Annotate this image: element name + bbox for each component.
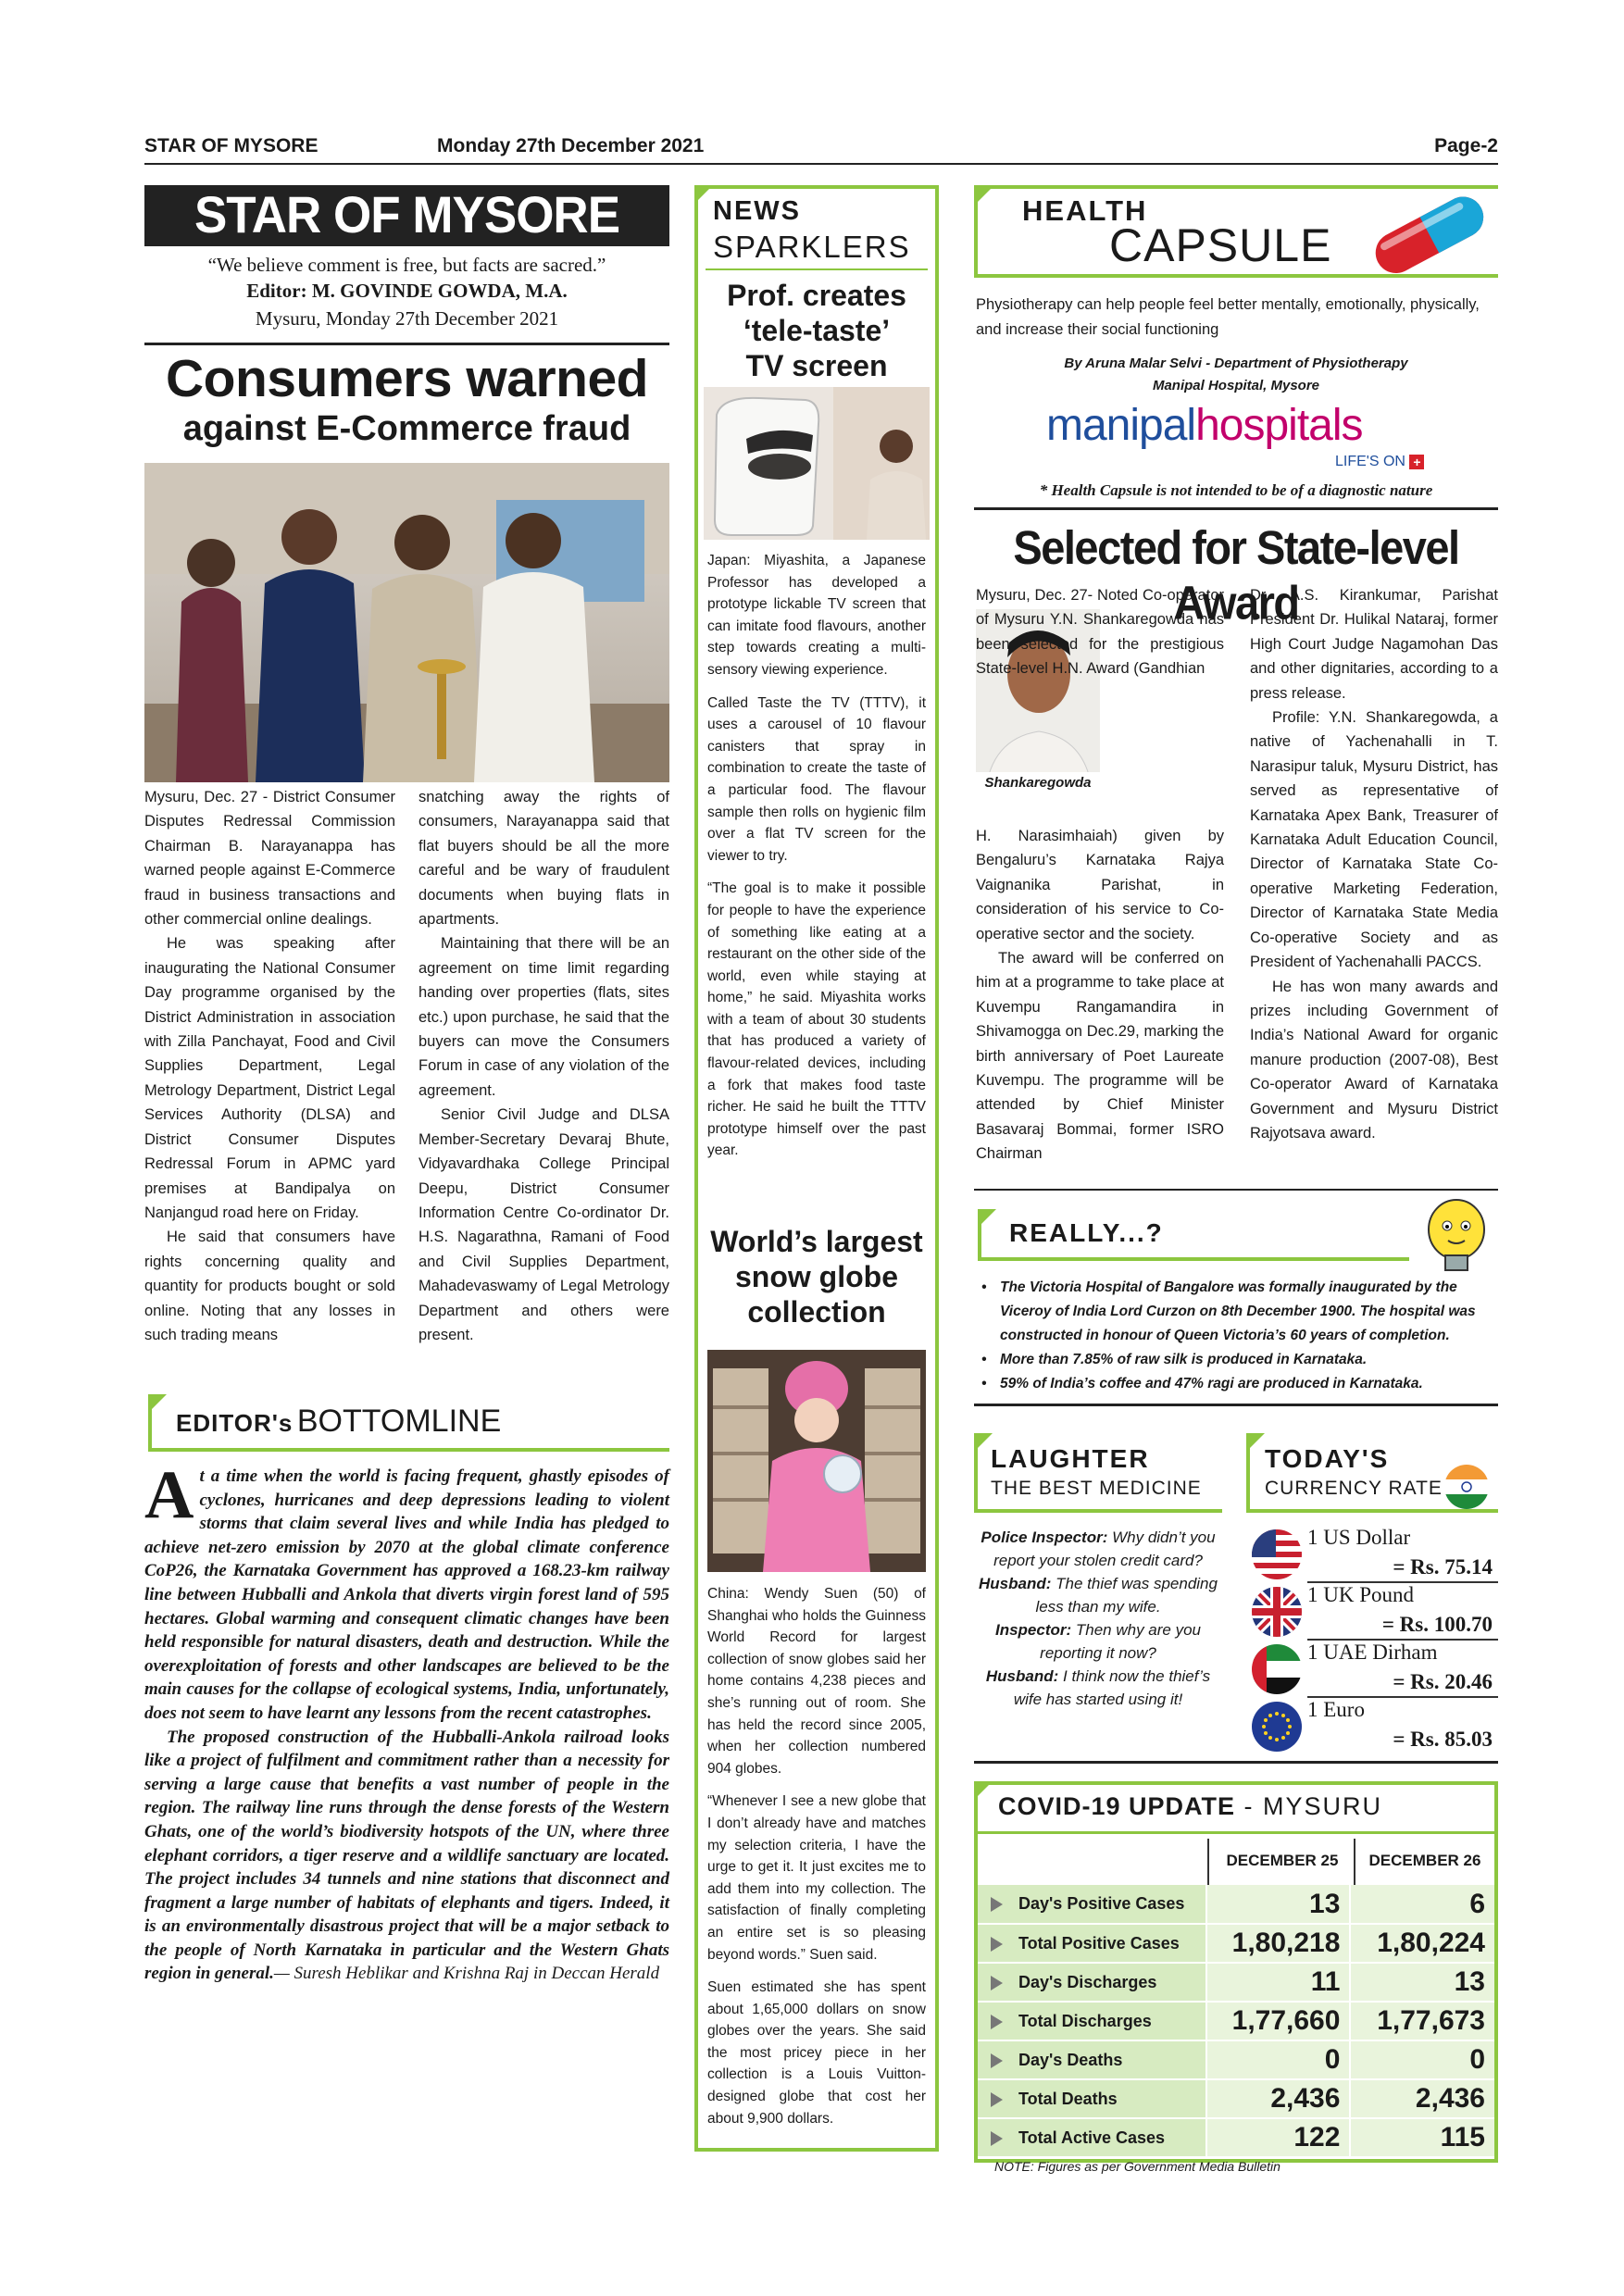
covid-note: NOTE: Figures as per Government Media Bulletin xyxy=(994,2159,1280,2174)
covid-row-label: Day's Deaths xyxy=(978,2040,1206,2079)
award-photo-caption: Shankaregowda xyxy=(976,772,1100,794)
manipal-logo-a: manipal xyxy=(1046,401,1196,450)
laughter-speaker: Husband: xyxy=(979,1575,1052,1592)
health-label-bold: HEALTH xyxy=(1022,194,1148,227)
laughter-dialogue xyxy=(974,1526,1222,1711)
covid-value: 2,436 xyxy=(1206,2079,1351,2118)
bullet-icon: • xyxy=(981,1376,987,1391)
award-col-1 xyxy=(976,824,1224,1167)
really-fact-text: The Victoria Hospital of Bangalore was formally inaugurated by the Viceroy of India Lord Curzon on 8th December 1900. The hospital was constructed in honour of Queen Victoria’s 60 years of completion. xyxy=(1000,1279,1476,1343)
bullet-icon: • xyxy=(981,1279,987,1295)
swiss-cross-icon: + xyxy=(1409,455,1424,469)
masthead-dateline: Mysuru, Monday 27th December 2021 xyxy=(255,307,559,330)
really-facts xyxy=(981,1276,1498,1396)
masthead-editor: Editor: M. GOVINDE GOWDA, M.A. xyxy=(246,280,568,302)
award-col2-para: Profile: Y.N. Shankaregowda, a native of Yachenahalli in T. Narasipur taluk, Mysuru District, has served as representative of Karnataka Apex Bank, Treasurer of Karnataka Adult Education Council, Director of Karnataka State Co-operative Marketing Federation, Director of Karnataka State Media Co-operative Society and as President of Yachenahalli PACCS. xyxy=(1250,709,1498,971)
masthead-rule xyxy=(144,343,669,345)
covid-row xyxy=(978,2040,1494,2079)
manipal-logo xyxy=(1046,400,1363,451)
covid-row-label: Day's Discharges xyxy=(978,1963,1206,2002)
story2-para: China: Wendy Suen (50) of Shanghai who holds the Guinness World Record for largest collection of snow globes said her home contains 4,238 pieces and she’s running out of room. She has held the record since 2005, when her collection numbered 904 globes. xyxy=(707,1586,926,1777)
health-byline-1: By Aruna Malar Selvi - Department of Physiotherapy xyxy=(1064,356,1408,371)
award-col2-para: Dr. A.S. Kirankumar, Parishat President Dr. Hulikal Nataraj, former High Court Judge Nagamohan Das and other dignitaries, according to a press release. xyxy=(1250,587,1498,702)
currency-rate: = Rs. 20.46 xyxy=(1393,1670,1493,1693)
editorial-credit: — Suresh Heblikar and Krishna Raj in Deccan Herald xyxy=(273,1964,660,1984)
covid-label-light: - MYSURU xyxy=(1235,1792,1383,1820)
laughter-line xyxy=(974,1572,1222,1618)
covid-row-label: Total Discharges xyxy=(978,2002,1206,2040)
currency-name: 1 UK Pound xyxy=(1307,1583,1415,1606)
award-col2-para: He has won many awards and prizes including Government of India’s National Award for organic manure production (2007-08), Best Co-operator Award of Karnataka Government and Mysuru District Rajyotsava award. xyxy=(1250,978,1498,1142)
lead-photo xyxy=(144,463,669,782)
story2-headline-line: World’s largest xyxy=(710,1225,923,1258)
laughter-speaker: Inspector: xyxy=(994,1621,1072,1639)
thinking-bulb-icon xyxy=(1415,1194,1498,1278)
really-rule xyxy=(974,1404,1498,1406)
really-fact xyxy=(981,1276,1498,1348)
lead-col1-para: He said that consumers have rights concerning quality and quantity for products bought or sold online. Noting that any losses in such trading means xyxy=(144,1229,395,1343)
award-lead-narrow: Mysuru, Dec. 27- Noted Co-operator of Mysuru Y.N. Shankaregowda has been selected for the prestigious State-level H.N. Award (Gandhian xyxy=(976,587,1224,678)
covid-row xyxy=(978,2002,1494,2040)
story2-para: “Whenever I see a new globe that I don’t already have and matches my selection criteria, I have the urge to get it. It just excites me to add them into my collection. The satisfaction of finally completing an entire set is so pleasing beyond words.” Suen said. xyxy=(707,1793,926,1963)
lead-col2-para: snatching away the rights of consumers, Narayanappa said that flat buyers should be all the more careful and be wary of fraudulent documents when buying flats in apartments. xyxy=(418,789,669,929)
covid-value: 0 xyxy=(1350,2040,1494,2079)
story1-headline xyxy=(698,278,935,383)
lead-headline-1: Consumers warned xyxy=(166,349,648,408)
editorial-body xyxy=(144,1457,669,1986)
currency-bottom-rule xyxy=(974,1761,1498,1764)
editorial-label-light: BOTTOMLINE xyxy=(296,1404,502,1439)
editorial-label-corner xyxy=(148,1394,167,1413)
really-label: REALLY...? xyxy=(1009,1218,1164,1247)
tv-screen-photo xyxy=(704,387,930,540)
story1-headline-line: ‘tele-taste’ xyxy=(743,314,891,347)
laughter-label-corner xyxy=(974,1433,993,1452)
laughter-text: The thief was spending less than my wife. xyxy=(1035,1575,1218,1616)
covid-row xyxy=(978,2079,1494,2118)
us-flag-icon xyxy=(1252,1529,1302,1579)
currency-label-light: CURRENCY RATE xyxy=(1265,1478,1443,1499)
health-label-corner xyxy=(974,185,994,206)
news-sparklers-label-bold: NEWS xyxy=(713,196,801,226)
news-sparklers-corner xyxy=(694,185,713,204)
running-head-rule xyxy=(144,163,1498,165)
masthead-motto: “We believe comment is free, but facts are sacred.” xyxy=(207,254,606,276)
really-label-corner xyxy=(978,1209,996,1228)
running-head xyxy=(144,135,1498,163)
health-label-light: CAPSULE xyxy=(1109,219,1332,271)
currency-name: 1 US Dollar xyxy=(1307,1526,1411,1549)
currency-rate: = Rs. 100.70 xyxy=(1381,1613,1493,1636)
covid-row xyxy=(978,1924,1494,1963)
lead-col2-para: Senior Civil Judge and DLSA Member-Secretary Devaraj Bhute, Vidyavardhaka College Principal Deepu, District Consumer Information Centre Co-ordinator Dr. H.S. Nagarathna, Ramani of Food and Civil Supplies Department, Mahadevaswamy of Legal Metrology Department and others were present. xyxy=(418,1106,669,1343)
covid-row xyxy=(978,2118,1494,2157)
manipal-logo-b: hospitals xyxy=(1195,401,1363,450)
health-rule xyxy=(974,507,1498,510)
lead-col1-para: He was speaking after inaugurating the National Consumer Day programme organised by the District Administration in association with Zilla Panchayat, Food and Civil Supplies Department, Legal Metrology Department, District Legal Services Authority (DLSA) and District Consumer Disputes Redressal Forum in APMC yard premises at Bandipalya on Nanjangud road here on Friday. xyxy=(144,935,395,1221)
india-flag-icon xyxy=(1443,1463,1491,1511)
uae-flag-icon xyxy=(1252,1644,1302,1694)
health-byline-2: Manipal Hospital, Mysore xyxy=(1152,378,1320,393)
health-disclaimer: * Health Capsule is not intended to be of a diagnostic nature xyxy=(1039,481,1433,499)
story1-para: “The goal is to make it possible for people to have the experience of something like eating at a restaurant on the other side of the world, even while staying at home,” he said. Miyashita works with a team of about 30 students that has produced a variety of flavour-related devices, including a fork that makes food taste richer. He said he built the TTTV prototype himself over the past year. xyxy=(707,880,926,1159)
covid-value: 1,77,660 xyxy=(1206,2002,1351,2040)
uk-flag-icon xyxy=(1252,1587,1302,1637)
snow-globe-photo xyxy=(707,1350,926,1572)
story1-headline-line: TV screen xyxy=(745,349,888,382)
covid-value: 11 xyxy=(1206,1963,1351,2002)
lead-col-1 xyxy=(144,785,395,1347)
story2-para: Suen estimated she has spent about 1,65,000 dollars on snow globes over the years. She said the most pricey piece in her collection is a Louis Vuitton-designed globe that cost her about 9,900 dollars. xyxy=(707,1979,926,2127)
editorial-para-1: t a time when the world is facing frequent, ghastly episodes of cyclones, hurricanes and deep depressions leading to violent storms that claim several lives and while India has pledged to achieve net-zero emission by 2070 at the global climate conference CoP26, the Karnataka Government has approved a 168.23-km railway line between Hubballi and Ankola that diverts virgin forest land of 595 hectares. Global warming and consequent climatic changes have been held responsible for natural disasters, death and destruction. While the overexploitation of forests and other landscapes are believed to be the main causes for the collapse of ecological systems, India, unfortunately, does not seem to have learnt any lessons from the recent catastrophes. xyxy=(144,1466,669,1723)
currency-label-corner xyxy=(1246,1433,1265,1452)
story1-photo xyxy=(704,387,930,540)
award-rule xyxy=(974,1189,1498,1191)
currency-rate: = Rs. 75.14 xyxy=(1393,1555,1493,1578)
running-head-paper: STAR OF MYSORE xyxy=(144,135,319,156)
story2-headline-line: collection xyxy=(747,1295,886,1329)
eu-flag-icon xyxy=(1252,1702,1302,1752)
health-intro: Physiotherapy can help people feel better mentally, emotionally, physically, and increase their social functioning xyxy=(976,296,1480,338)
running-head-page: Page-2 xyxy=(1434,135,1498,156)
covid-row-label: Total Positive Cases xyxy=(978,1924,1206,1963)
lead-col-2 xyxy=(418,785,669,1347)
capsule-icon xyxy=(1359,191,1498,276)
story2-body xyxy=(707,1583,926,2140)
news-sparklers-rule xyxy=(706,268,928,270)
currency-name: 1 Euro xyxy=(1307,1698,1365,1721)
story1-headline-line: Prof. creates xyxy=(727,279,906,312)
covid-col-head: DECEMBER 25 xyxy=(1226,1852,1339,1869)
really-fact-text: More than 7.85% of raw silk is produced in Karnataka. xyxy=(1000,1352,1368,1367)
lead-col1-para: Mysuru, Dec. 27 - District Consumer Disputes Redressal Commission Chairman B. Narayanappa has warned people against E-Commerce fraud in business transactions and other commercial online dealings. xyxy=(144,789,395,929)
laughter-speaker: Husband: xyxy=(985,1667,1059,1685)
currency-row xyxy=(1252,1698,1498,1755)
editorial-label-bold: EDITOR's xyxy=(176,1409,294,1437)
lead-col2-para: Maintaining that there will be an agreement on time limit regarding handing over properties (flats, sites etc.) upon purchase, he said that the buyers can move the Consumers Forum in case of any violation of the agreement. xyxy=(418,935,669,1099)
laughter-speaker: Police Inspector: xyxy=(981,1529,1108,1546)
covid-value: 115 xyxy=(1350,2118,1494,2157)
covid-row-label: Day's Positive Cases xyxy=(978,1885,1206,1924)
covid-row xyxy=(978,1885,1494,1924)
really-fact xyxy=(981,1372,1498,1396)
covid-value: 0 xyxy=(1206,2040,1351,2079)
news-sparklers-label-light: SPARKLERS xyxy=(713,230,911,264)
story1-para: Called Taste the TV (TTTV), it uses a carousel of 10 flavour canisters that spray in combination to create the taste of a particular food. The flavour sample then rolls on hygienic film over a flat TV screen for the viewer to try. xyxy=(707,694,926,864)
manipal-tagline-text: LIFE'S ON xyxy=(1335,454,1405,469)
bullet-icon: • xyxy=(981,1352,987,1367)
covid-corner xyxy=(974,1781,993,1800)
award-col1-para: The award will be conferred on him at a programme to take place at Kuvempu Rangamandira in Shivamogga on Dec.29, marking the birth anniversary of Poet Laureate Kuvempu. The programme will be attended by Chief Minister Basavaraj Bommai, former ISRO Chairman xyxy=(976,950,1224,1163)
covid-value: 1,77,673 xyxy=(1350,2002,1494,2040)
covid-col-head: DECEMBER 26 xyxy=(1368,1852,1481,1869)
laughter-line xyxy=(974,1618,1222,1665)
covid-table xyxy=(978,1885,1494,2158)
laughter-line xyxy=(974,1665,1222,1711)
currency-row xyxy=(1252,1583,1498,1641)
really-fact xyxy=(981,1348,1498,1372)
covid-row-label: Total Active Cases xyxy=(978,2118,1206,2157)
story2-headline-line: snow globe xyxy=(735,1260,898,1293)
laughter-text: I think now the thief’s wife has started using it! xyxy=(1013,1667,1211,1708)
story2-headline xyxy=(698,1224,935,1329)
covid-row xyxy=(978,1963,1494,2002)
story1-body xyxy=(707,550,926,1173)
currency-label-bold: TODAY'S xyxy=(1265,1444,1390,1473)
laughter-label-light: THE BEST MEDICINE xyxy=(991,1478,1202,1499)
covid-value: 13 xyxy=(1350,1963,1494,2002)
covid-value: 13 xyxy=(1206,1885,1351,1924)
running-head-date: Monday 27th December 2021 xyxy=(437,135,705,156)
award-headline: Selected for State-level Award xyxy=(1013,520,1459,630)
lead-photo-illustration xyxy=(144,463,669,782)
award-col-2 xyxy=(1250,583,1498,1145)
covid-value: 122 xyxy=(1206,2118,1351,2157)
covid-value: 6 xyxy=(1350,1885,1494,1924)
lead-headline-2: against E-Commerce fraud xyxy=(182,409,631,448)
editorial-dropcap: A xyxy=(144,1457,194,1533)
covid-label xyxy=(998,1792,1382,1821)
covid-label-rule xyxy=(978,1831,1494,1834)
covid-label-bold: COVID-19 UPDATE xyxy=(998,1792,1236,1820)
really-fact-text: 59% of India’s coffee and 47% ragi are produced in Karnataka. xyxy=(1000,1376,1423,1391)
laughter-label-bold: LAUGHTER xyxy=(991,1444,1150,1473)
award-col1-para: H. Narasimhaiah) given by Bengaluru’s Karnataka Rajya Vaignanika Parishat, in consideration of his service to Co-operative sector and the society. xyxy=(976,828,1224,942)
laughter-text: Why didn’t you report your stolen credit card? xyxy=(993,1529,1216,1569)
masthead-title: STAR OF MYSORE xyxy=(194,186,620,244)
covid-row-label: Total Deaths xyxy=(978,2079,1206,2118)
covid-value: 1,80,218 xyxy=(1206,1924,1351,1963)
editorial-label xyxy=(176,1404,501,1440)
story2-photo xyxy=(707,1350,926,1572)
manipal-tagline xyxy=(1335,454,1424,470)
covid-value: 2,436 xyxy=(1350,2079,1494,2118)
laughter-text: Then why are you reporting it now? xyxy=(1040,1621,1202,1662)
covid-value: 1,80,224 xyxy=(1350,1924,1494,1963)
currency-row xyxy=(1252,1526,1498,1583)
currency-rate: = Rs. 85.03 xyxy=(1393,1728,1493,1751)
story1-para: Japan: Miyashita, a Japanese Professor has developed a prototype lickable TV screen that can imitate food flavours, another step towards creating a multi-sensory viewing experience. xyxy=(707,553,926,678)
laughter-line xyxy=(974,1526,1222,1572)
editorial-para-2: The proposed construction of the Hubballi-Ankola railroad looks like a project of fulfilment and commitment rather than a necessity for serving a large cause that benefits a vast number of people in the region. The railway line runs through the dense forests of the Western Ghats, one of the world’s biodiversity hotspots of the UN, where three elephant corridors, a tiger reserve and a wildlife sanctuary are located. The project includes 34 tunnels and nine stations that disconnect and fragment a large number of habitats of elephants and tigers. Indeed, it is an environmentally disastrous project that will be a major setback to the people of North Karnataka in particular and the Western Ghats region in general. xyxy=(144,1727,669,1984)
currency-name: 1 UAE Dirham xyxy=(1307,1641,1438,1664)
currency-row xyxy=(1252,1641,1498,1698)
